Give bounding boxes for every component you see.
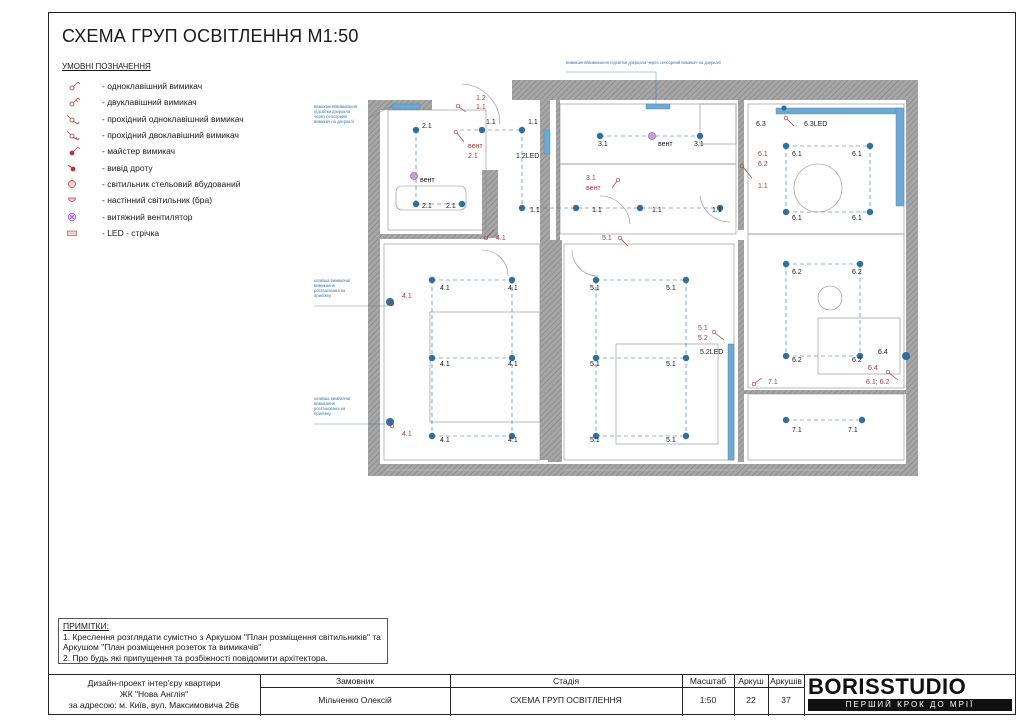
passthrough-single-switch-icon (62, 113, 102, 125)
label-5-1: 5.1 (666, 437, 676, 444)
label-vent: вент (658, 141, 673, 148)
switch-label-1-1: 1.1 (758, 183, 768, 190)
switch-5-1 (618, 236, 628, 246)
switch-label-6-1-6-2: 6.1; 6.2 (866, 379, 890, 386)
note-bedside-switch: клавіша вимикача/ вимикання розташована на приліжку (314, 396, 351, 416)
label-6-3: 6.3 (756, 121, 766, 128)
label-5-1: 5.1 (590, 285, 600, 292)
wire-outlet-icon (62, 162, 102, 174)
label-1-1: 1.1 (528, 119, 538, 126)
light-6-2 (783, 353, 789, 359)
label-6-2: 6.2 (792, 269, 802, 276)
label-5-1: 5.1 (666, 285, 676, 292)
light-5-1 (683, 277, 689, 283)
legend-item-single-switch (62, 78, 292, 94)
legend-label: - LED - стрічка (102, 227, 160, 238)
label-3-1: 3.1 (598, 141, 608, 148)
exhaust-fan-icon (62, 211, 102, 223)
legend-item-wire-outlet (62, 159, 292, 175)
legend-item-master-switch (62, 143, 292, 159)
client-value: Мільченко Олексій (318, 695, 392, 705)
switch-label-6-2: 6.2 (758, 161, 768, 168)
master-switch-icon (62, 145, 102, 157)
single-switch-icon (62, 80, 102, 92)
notes-box (58, 618, 388, 664)
light-6-1 (867, 209, 873, 215)
legend-label: - прохідний одноклавішний вимикач (102, 113, 244, 124)
scale-header: Масштаб (689, 676, 727, 686)
label-4-1: 4.1 (440, 285, 450, 292)
light-4-1 (429, 355, 435, 361)
light-1-1 (519, 127, 525, 133)
legend-item-passthrough-double-switch (62, 127, 292, 143)
led-strip-5-2 (728, 344, 734, 460)
light-4-1 (429, 277, 435, 283)
legend-label: - вивід дроту (102, 162, 153, 173)
sheets-value: 37 (781, 695, 791, 705)
legend-label: - одноклавішний вимикач (102, 81, 203, 92)
switch-label-6-1: 6.1 (758, 151, 768, 158)
label-6-1: 6.1 (792, 215, 802, 222)
wall-light-4-1 (386, 298, 394, 306)
switch-6-3 (784, 116, 794, 126)
sheet-value: 22 (746, 695, 756, 705)
legend-item-double-switch (62, 94, 292, 110)
divider (260, 687, 804, 688)
label-4-1: 4.1 (440, 361, 450, 368)
switch-label-1-2: 1.2 (476, 95, 486, 102)
legend-heading: УМОВНІ ПОЗНАЧЕННЯ (62, 62, 151, 71)
light-6-1 (867, 143, 873, 149)
label-1-1: 1.1 (530, 207, 540, 214)
light-6-2 (857, 261, 863, 267)
client-header: Замовник (335, 676, 375, 686)
legend-label: - витяжний вентилятор (102, 211, 193, 222)
switch-label-5-2: 5.2 (698, 335, 708, 342)
project-info (48, 678, 260, 711)
switch-label-3-1: 3.1 (586, 175, 596, 182)
switch-label-4-1: 4.1 (402, 293, 412, 300)
switch-7-1 (752, 378, 762, 386)
label-7-1: 7.1 (792, 427, 802, 434)
switch-labels (402, 95, 889, 438)
label-6-1: 6.1 (792, 151, 802, 158)
label-4-1: 4.1 (508, 285, 518, 292)
legend-label: - світильник стельовий вбудований (102, 178, 241, 189)
switch-1-2 (456, 104, 466, 112)
legend-item-led-strip (62, 225, 292, 241)
light-1-1 (479, 127, 485, 133)
legend-label: - майстер вимикач (102, 146, 176, 157)
exhaust-fan-icon (411, 173, 418, 180)
label-4-1: 4.1 (508, 361, 518, 368)
switch-5-1-5-2 (712, 330, 724, 340)
switch-label-4-1: 4.1 (496, 235, 506, 242)
walls (368, 80, 918, 476)
legend-item-wall-light (62, 192, 292, 208)
led-strip-bath-mirror (392, 104, 420, 109)
label-2-1: 2.1 (422, 203, 432, 210)
studio-logo (808, 676, 1012, 710)
label-2-1: 2.1 (422, 123, 432, 130)
switch-label-vent: вент (468, 143, 483, 150)
project-line-2: ЖК "Нова Англія" (119, 689, 189, 699)
label-6-2: 6.2 (852, 357, 862, 364)
light-7-1 (859, 417, 865, 423)
light-1-1 (519, 205, 525, 211)
exhaust-fan-icon (649, 133, 656, 140)
note-mirror-sensor-left: вимикання/вимикання підсвітки дзеркала через сенсорний вимикач на дзеркалі (314, 104, 358, 124)
legend (62, 78, 292, 241)
light-5-1 (683, 433, 689, 439)
legend-item-exhaust-fan (62, 208, 292, 224)
label-5-1: 5.1 (590, 361, 600, 368)
logo-wordmark: BORISSTUDIO (808, 674, 967, 699)
light-6-2 (783, 261, 789, 267)
label-6-2: 6.2 (852, 269, 862, 276)
wall-light-4-1 (386, 418, 394, 426)
label-5-1: 5.1 (666, 361, 676, 368)
light-2-1 (459, 201, 465, 207)
light-5-1 (683, 355, 689, 361)
label-6-1: 6.1 (852, 151, 862, 158)
light-4-1 (429, 433, 435, 439)
switch-2-1 (454, 130, 464, 142)
light-7-1 (783, 417, 789, 423)
legend-label: - двуклавішний вимикач (102, 97, 197, 108)
light-3-1 (697, 133, 703, 139)
scale-value: 1:50 (699, 695, 717, 705)
sheets-header: Аркушів (770, 676, 802, 686)
led-strip-bath2-mirror (646, 104, 670, 109)
label-vent: вент (420, 177, 435, 184)
stage-value: СХЕМА ГРУП ОСВІТЛЕННЯ (510, 695, 622, 705)
switch-label-1-1: 1.1 (476, 104, 486, 111)
note-mirror-sensor-top: вимикання/вимикання підсвітки дзеркала через сенсорний вимикач на дзеркалі (566, 60, 722, 65)
switch-label-2-1: 2.1 (468, 153, 478, 160)
project-line-3: за адресою: м. Київ, вул. Максимовича 26в (68, 700, 240, 710)
switch-label-vent: вент (586, 185, 601, 192)
legend-item-recessed-light (62, 176, 292, 192)
led-strip-1-2 (544, 130, 550, 154)
switch-label-7-1: 7.1 (768, 379, 778, 386)
light-6-1 (783, 209, 789, 215)
label-1-1: 1.1 (592, 207, 602, 214)
switch-label-5-1: 5.1 (698, 325, 708, 332)
label-1-1: 1.1 (712, 207, 722, 214)
divider (804, 675, 805, 716)
led-feed-point (781, 105, 786, 110)
label-6-2: 6.2 (792, 357, 802, 364)
label-5-2-led: 5.2LED (700, 349, 724, 356)
sheet-header: Аркуш (738, 676, 764, 686)
switch-3-1 (612, 178, 620, 188)
label-7-1: 7.1 (848, 427, 858, 434)
double-switch-icon (62, 96, 102, 108)
floor-plan (300, 55, 940, 485)
light-2-1 (413, 127, 419, 133)
logo-tagline: ПЕРШИЙ КРОК ДО МРІЇ (808, 699, 1012, 711)
switches (390, 104, 898, 428)
note-bedside-switch: клавіша вимикача/ вимикання розташована на приліжку (314, 278, 351, 298)
label-1-1: 1.1 (486, 119, 496, 126)
light-2-1 (413, 201, 419, 207)
light-6-1 (783, 143, 789, 149)
label-1-1: 1.1 (652, 207, 662, 214)
passthrough-double-switch-icon (62, 129, 102, 141)
switch-label-6-4: 6.4 (868, 365, 878, 372)
wall-light-icon (62, 194, 102, 206)
label-4-1: 4.1 (440, 437, 450, 444)
led-strip-6-3-top (776, 108, 902, 114)
ceiling-lights (386, 105, 910, 439)
light-1-1 (573, 205, 579, 211)
label-2-1: 2.1 (446, 203, 456, 210)
notes-heading: ПРИМІТКИ: (63, 621, 109, 631)
light-3-1 (597, 133, 603, 139)
led-strip-6-3-side (896, 108, 904, 206)
switch-label-4-1: 4.1 (402, 431, 412, 438)
label-6-3-led: 6.3LED (804, 121, 828, 128)
label-5-1: 5.1 (590, 437, 600, 444)
led-strip-icon (62, 227, 102, 239)
project-line-1: Дизайн-проект інтер'єру квартири (87, 678, 221, 688)
drawing-title: СХЕМА ГРУП ОСВІТЛЕННЯ М1:50 (62, 26, 359, 46)
interior-lines (384, 84, 904, 470)
legend-label: - прохідний двоклавішний вимикач (102, 130, 239, 141)
light-5-1 (593, 277, 599, 283)
stage-header: Стадія (552, 676, 580, 686)
label-6-1: 6.1 (852, 215, 862, 222)
group-labels (420, 119, 888, 444)
label-1-2-led: 1.2LED (516, 153, 540, 160)
label-3-1: 3.1 (694, 141, 704, 148)
switch-label-5-1: 5.1 (602, 235, 612, 242)
light-1-1 (637, 205, 643, 211)
label-4-1: 4.1 (508, 437, 518, 444)
legend-label: - настінний світильник (бра) (102, 195, 213, 206)
light-4-1 (509, 277, 515, 283)
notes-line-1: 1. Креслення розглядати сумістно з Аркушом "План розміщення світильників" та Аркушом "План розміщення розеток та вимикачів" (63, 631, 381, 652)
wall-light-6-4 (902, 352, 910, 360)
notes-line-2: 2. Про будь які припущення та розбіжності повідомити архітектора. (63, 652, 328, 663)
recessed-ceiling-light-icon (62, 178, 102, 190)
legend-item-passthrough-single-switch (62, 111, 292, 127)
label-6-4: 6.4 (878, 349, 888, 356)
